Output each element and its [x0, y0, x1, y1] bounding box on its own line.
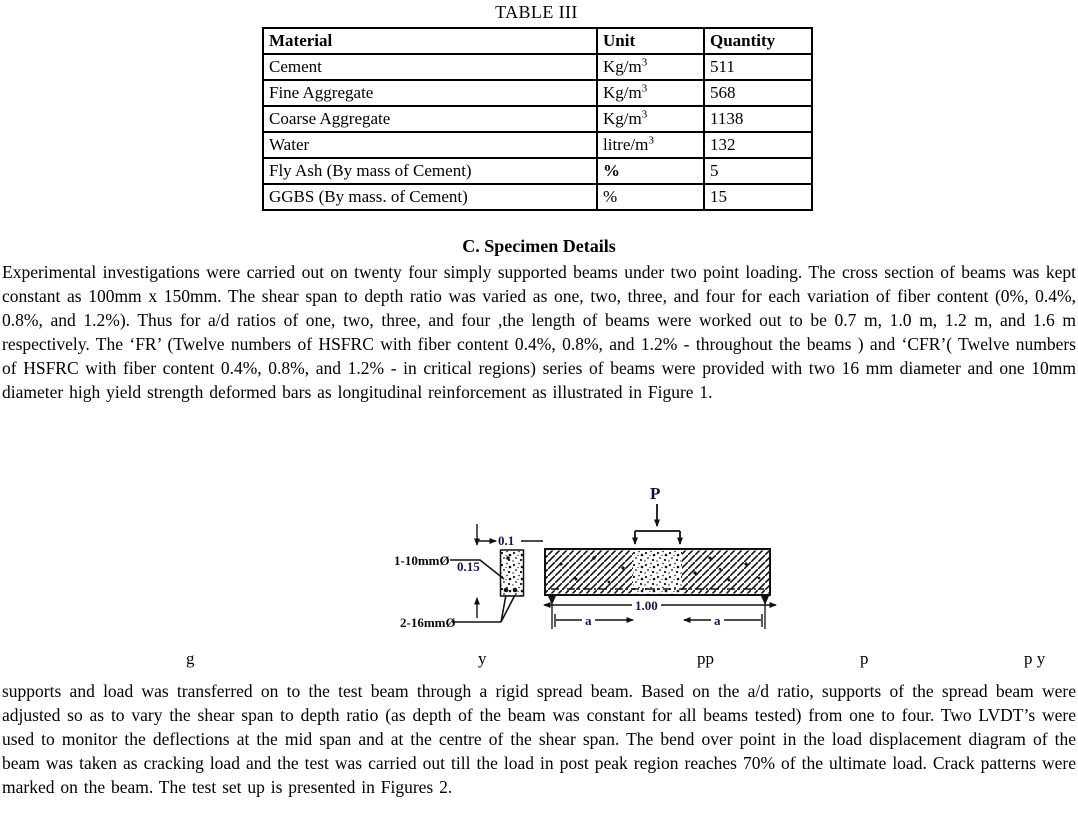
table-row — [263, 54, 812, 80]
header-unit: Unit — [597, 28, 704, 54]
clipped-text-fragment: p — [860, 649, 869, 668]
specimen-details-paragraph: Experimental investigations were carried out on twenty four simply supported beams under two point loading. The cross section of beams was kept constant as 100mm x 150mm. The shear span to depth ratio was varied as one, two, three, and four for each variation of fiber content (0%, 0.4%, 0.8%, and 1.2%). Thus for a/d ratios of one, two, three, and four ,the length of beams were worked out to be 0.7 m, 1.0 m, 1.2 m, and 1.6 m respectively. The ‘FR’ (Twelve numbers of HSFRC with fiber content 0.4%, 0.8%, and 1.2% - throughout the beams ) and ‘CFR’( Twelve numbers of HSFRC with fiber content 0.4%, 0.8%, and 1.2% - in critical regions) series of beams were provided with two 16 mm diameter and one 10mm diameter high yield strength deformed bars as longitudinal reinforcement as illustrated in Figure 1. — [2, 262, 1076, 402]
table-row — [263, 106, 812, 132]
quantity-cell: 15 — [704, 184, 812, 210]
table-row — [263, 132, 812, 158]
header-material: Material — [263, 28, 597, 54]
clipped-text-fragment: g — [186, 649, 195, 668]
quantity-cell: 511 — [704, 54, 812, 80]
bottom-bar-leader-line — [452, 595, 515, 622]
table-row — [263, 184, 812, 210]
quantity-cell: 132 — [704, 132, 812, 158]
material-cell: Water — [263, 132, 597, 158]
shear-span-right-label: a — [711, 614, 724, 627]
load-label: P — [650, 484, 661, 503]
materials-table — [262, 27, 813, 211]
test-setup-paragraph: supports and load was transferred on to the test beam through a rigid spread beam. Based on the a/d ratio, supports of the spread beam were adjusted so as to vary the shear span to depth ratio (as depth of the beam was constant for all beams tested) from one to four. Two LVDT’s were used to monitor the deflections at the mid span and at the centre of the shear span. The bend over point in the load displacement diagram of the beam was taken as cracking load and the test was carried out till the load in post peak region reaches 70% of the ultimate load. Crack patterns were marked on the beam. The test set up is presented in Figures 2. — [2, 681, 1076, 797]
header-quantity: Quantity — [704, 28, 812, 54]
materials-table-body — [263, 54, 812, 210]
clipped-text-fragment: p y — [1024, 649, 1046, 668]
bottom-bar-label: 2-16mmØ — [400, 615, 456, 630]
top-bar-label: 1-10mmØ — [394, 553, 450, 568]
top-bar-dot — [506, 556, 510, 560]
table-row — [263, 80, 812, 106]
clipped-text-fragment: y — [478, 649, 487, 668]
section-width-dim-label: 0.1 — [498, 533, 515, 548]
section-height-dim-label: 0.15 — [457, 559, 480, 574]
material-cell: Fly Ash (By mass of Cement) — [263, 158, 597, 184]
stippled-critical-region — [633, 551, 682, 594]
unit-cell: $Kg/m^3$ — [597, 106, 704, 132]
unit-cell: $Kg/m^3$ — [597, 54, 704, 80]
beam-elevation — [545, 549, 770, 595]
figure-1-beam-diagram — [380, 478, 800, 660]
spread-beam — [635, 531, 680, 544]
hatched-region-left — [546, 551, 633, 594]
beam-diagram-svg — [380, 478, 800, 660]
materials-table-block — [262, 2, 811, 211]
quantity-cell: 5 — [704, 158, 812, 184]
table-row — [263, 158, 812, 184]
shear-span-left-label: a — [582, 614, 595, 627]
unit-cell: litre/$m^3$ — [597, 132, 704, 158]
table-header-row — [263, 28, 812, 54]
table-title: TABLE III — [495, 2, 578, 22]
span-dim-label: 1.00 — [632, 599, 661, 612]
unit-cell: $Kg/m^3$ — [597, 80, 704, 106]
material-cell: GGBS (By mass. of Cement) — [263, 184, 597, 210]
material-cell: Fine Aggregate — [263, 80, 597, 106]
quantity-cell: 1138 — [704, 106, 812, 132]
material-cell: Cement — [263, 54, 597, 80]
beam-cross-section — [501, 550, 524, 596]
bottom-bar-dot — [513, 588, 518, 593]
material-cell: Coarse Aggregate — [263, 106, 597, 132]
section-heading: C. Specimen Details — [462, 236, 616, 256]
unit-cell: % — [597, 158, 704, 184]
clipped-text-fragment: pp — [697, 649, 714, 668]
unit-cell: % — [597, 184, 704, 210]
bottom-bar-dot — [504, 588, 509, 593]
quantity-cell: 568 — [704, 80, 812, 106]
